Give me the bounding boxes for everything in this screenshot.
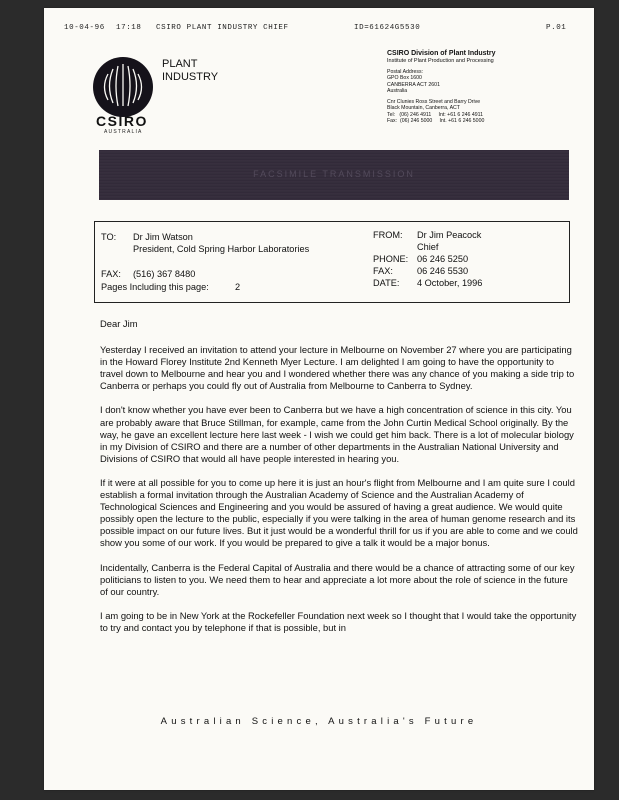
phone-number: 06 246 5250 [417, 254, 469, 264]
csiro-logo-icon [92, 56, 154, 118]
to-fax-number: (516) 367 8480 [133, 269, 196, 279]
csiro-wordmark: CSIRO [96, 113, 148, 129]
street-line-2: Black Mountain, Canberra, ACT [387, 105, 460, 111]
from-fax-label: FAX: [373, 266, 393, 276]
to-fax-label: FAX: [101, 269, 121, 279]
from-name: Dr Jim Peacock [417, 230, 482, 240]
date-label: DATE: [373, 278, 400, 288]
pages-count: 2 [235, 282, 241, 292]
division-line-1: PLANT [162, 58, 198, 70]
fax-date: 10-04-96 [64, 24, 105, 32]
from-title: Chief [417, 242, 439, 252]
division-name [162, 58, 218, 84]
to-title: President, Cold Spring Harbor Laboratories [133, 244, 310, 254]
street-line-1: Cnr Clunies Ross Street and Barry Drive [387, 98, 481, 105]
phone-label: PHONE: [373, 254, 409, 264]
postal-line-3: Australia [387, 88, 408, 94]
to-name: Dr Jim Watson [133, 232, 193, 242]
letter-paragraph-5: I am going to be in New York at the Rockefeller Foundation next week so I thought that I would take the opportunity to try and contact you by telephone if that is possible, but in [100, 609, 577, 633]
to-label: TO: [101, 232, 117, 242]
csiro-country: AUSTRALIA [104, 129, 143, 135]
letterhead-footer-slogan: Australian Science, Australia's Future [160, 716, 478, 727]
fax-title-band [99, 150, 569, 200]
postal-line-1: GPO Box 1600 [387, 75, 422, 81]
letterhead-subtitle: Institute of Plant Production and Processing [387, 58, 494, 64]
letter-paragraph-4: Incidentally, Canberra is the Federal Capital of Australia and there would be a chance of attracting some of our key politicians to listen to you. We need them to hear and appreciate a lot more about the role of science in the future of our country. [100, 561, 575, 597]
fax-band-text: FACSIMILE TRANSMISSION [253, 169, 415, 179]
fax-line: Fax: (06) 246 5000 Int. +61 6 246 5000 [387, 118, 485, 124]
letterhead-address [387, 50, 587, 125]
letter-body [100, 318, 578, 646]
fax-page [44, 8, 594, 790]
postal-line-2: CANBERRA ACT 2601 [387, 81, 440, 88]
from-label: FROM: [373, 230, 403, 240]
fax-time: 17:18 [116, 24, 142, 32]
fax-id: ID=61624G5530 [354, 24, 421, 32]
letter-date: 4 October, 1996 [417, 278, 483, 288]
letter-paragraph-2: I don't know whether you have ever been to Canberra but we have a high concentration of science in this city. You are probably aware that Bruce Stillman, for example, came from the John Curtin Medical School originally. By the way, he gave an excellent lecture here last week - I wish we could get him back. There is a lot of molecular biology in my Division of CSIRO and there are a number of other departments in the Australian National University and Divisions of CSIRO that would all have people interested in hearing you. [100, 404, 574, 464]
fax-page-number: P.01 [546, 24, 567, 32]
letterhead-title: CSIRO Division of Plant Industry [387, 50, 496, 57]
division-line-2: INDUSTRY [162, 71, 219, 83]
postal-label: Postal Address: [387, 68, 424, 75]
letter-paragraph-3: If it were at all possible for you to come up here it is just an hour's flight from Melbourne and I am quite sure I could establish a formal invitation through the Australian Academy of Science and the Australian Academy of Technological Sciences and Engineering and you would be assured of having a great audience. We would quite possibly open the lecture to the public, especially if you were talking in the area of human genome research and its possible impact on our future lives. But it just would be a wonderful thrill for us if you are able to come and we could show you some of our work. If you would be prepared to give a talk it would be a major bonus. [100, 476, 578, 549]
fax-sender: CSIRO PLANT INDUSTRY CHIEF [156, 24, 289, 32]
from-fax-number: 06 246 5530 [417, 266, 469, 276]
letter-greeting: Dear Jim [100, 318, 138, 329]
tel-line: Tel: (06) 246 4911 Int: +61 6 246 4911 [387, 111, 483, 118]
pages-label: Pages Including this page: [101, 282, 209, 292]
letter-paragraph-1: Yesterday I received an invitation to attend your lecture in Melbourne on November 27 where you are participating in the Howard Florey Institute 2nd Kenneth Myer Lecture. I am delighted I am going to have the opportunity to travel down to Melbourne and hear you and I wondered whether there was any chance of you making a side trip to Canberra or perhaps you could fly out of Australia from Melbourne to Canberra to Sydney. [100, 344, 575, 392]
recipient-sender-box [94, 221, 570, 303]
